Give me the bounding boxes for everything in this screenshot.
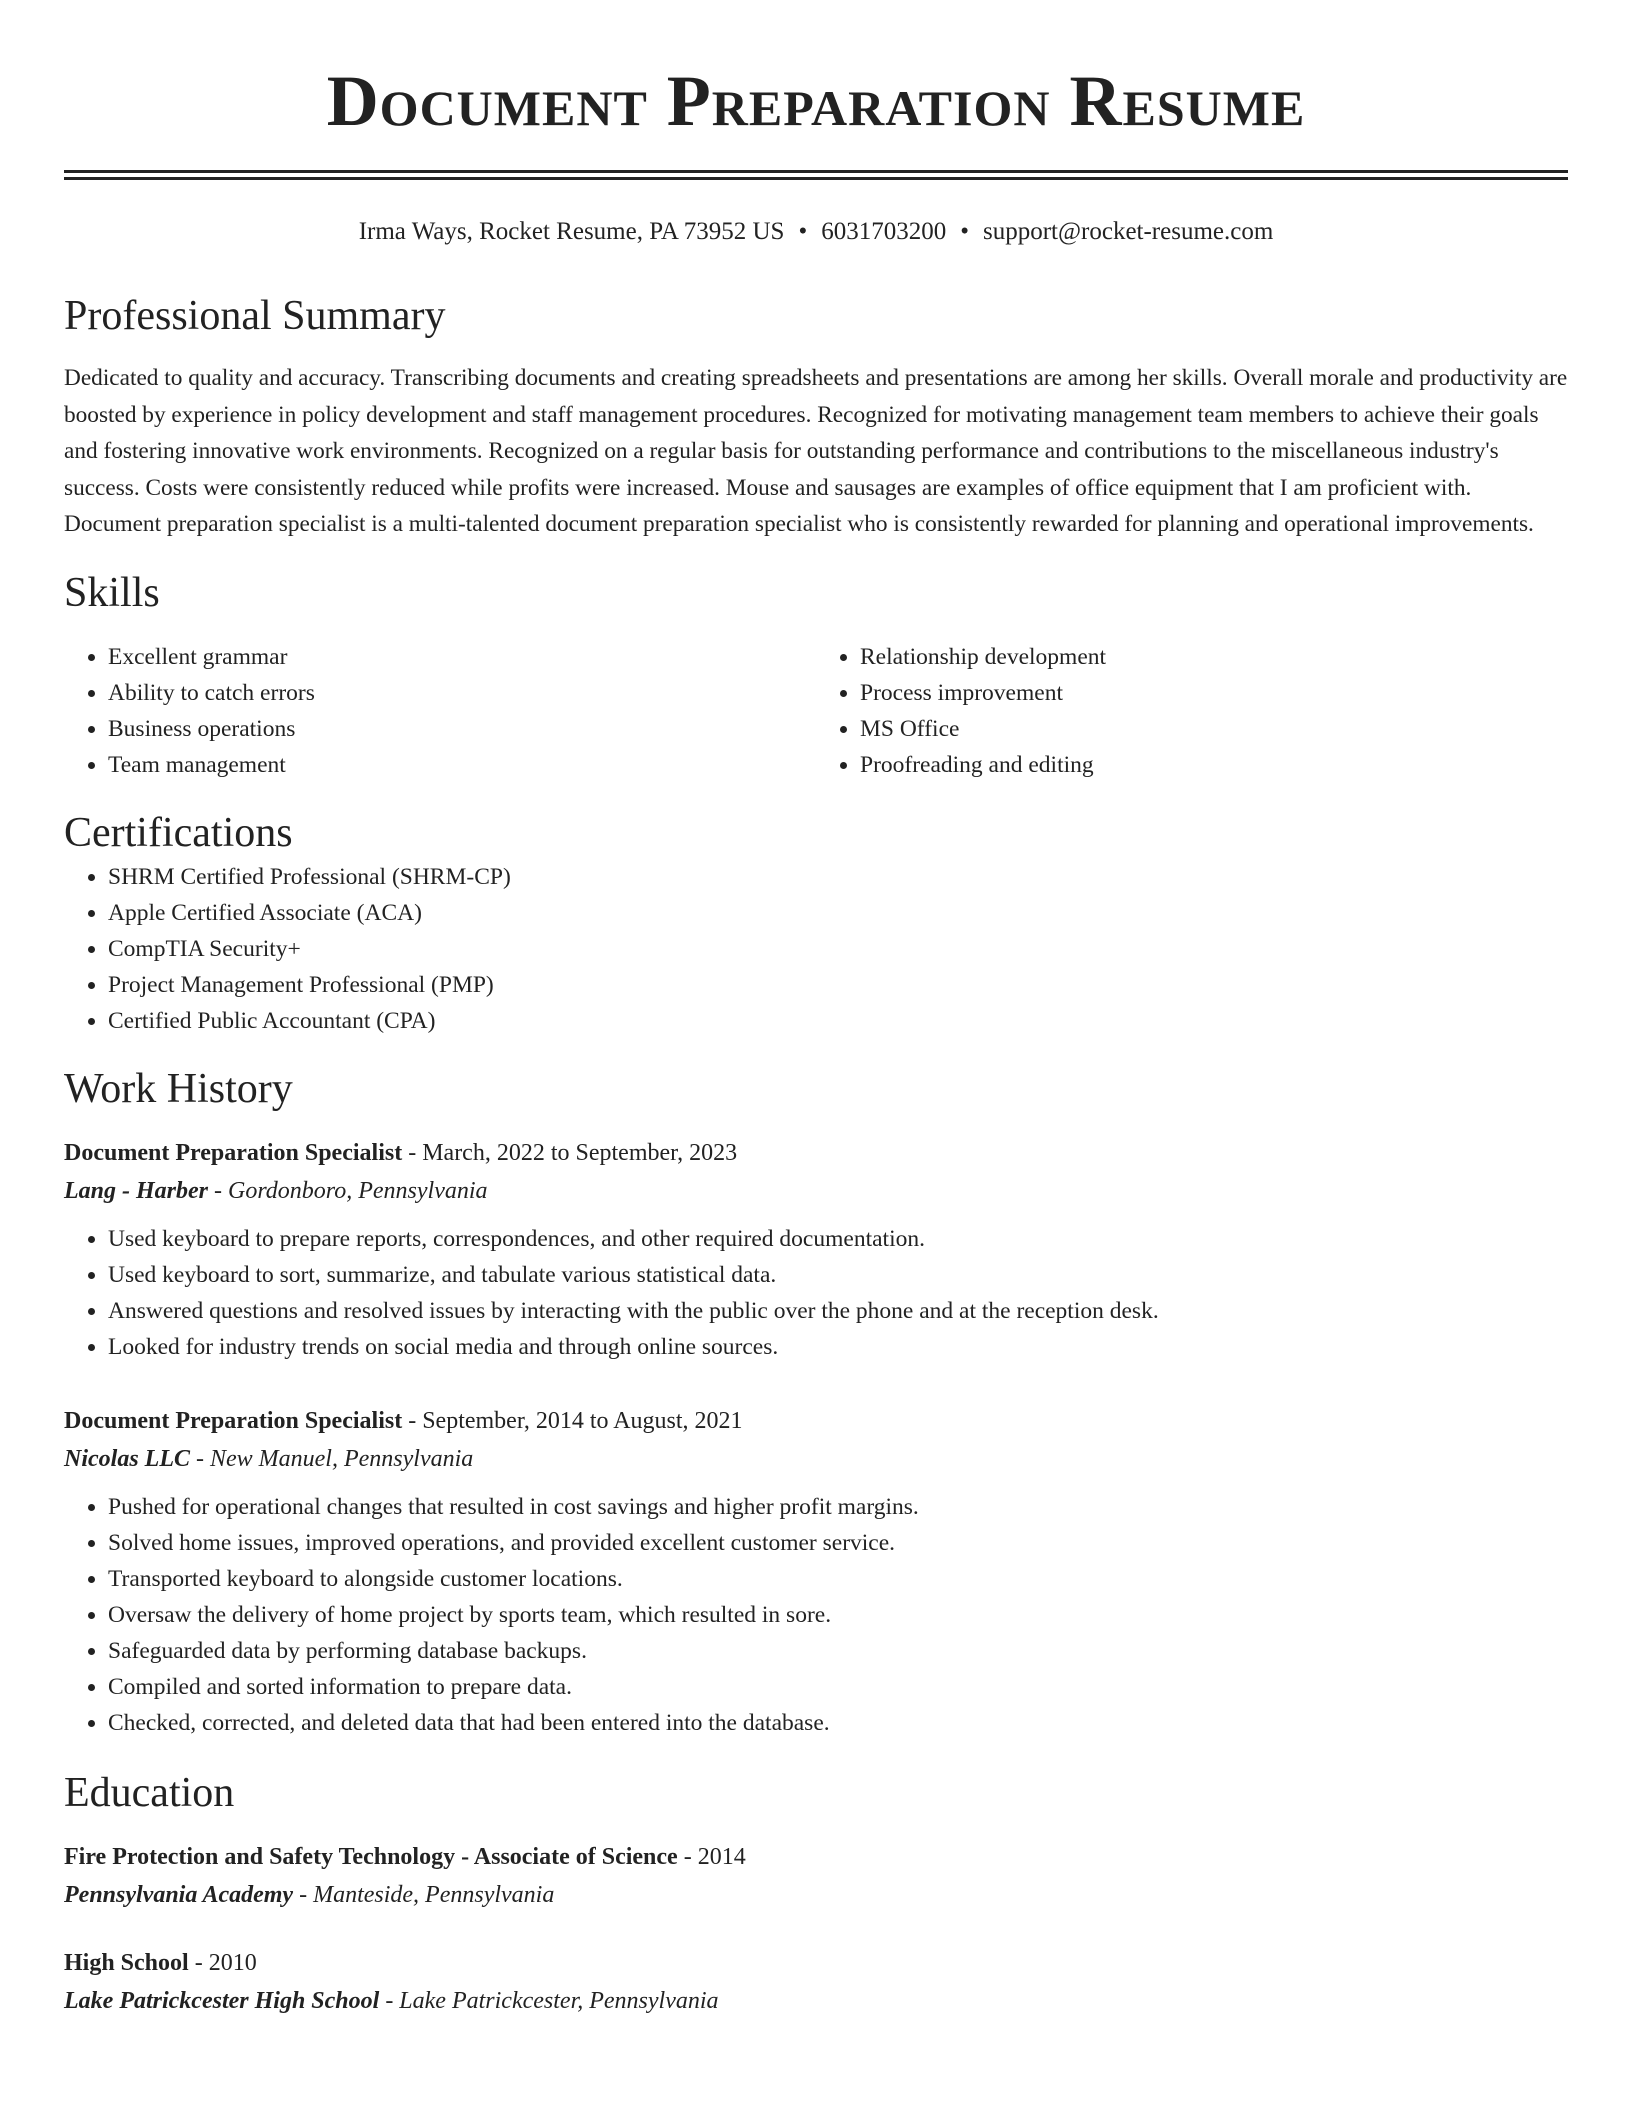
job-header — [64, 1135, 1568, 1171]
education-school-line — [64, 1875, 1568, 1915]
work-history-heading: Work History — [64, 1065, 293, 1112]
job-duty: • Transported keyboard to alongside customer locations. — [108, 1561, 1568, 1597]
job-entry — [64, 1135, 1568, 1365]
job-location: - New Manuel, Pennsylvania — [190, 1445, 474, 1472]
job-duty: • Used keyboard to prepare reports, correspondences, and other required documentation. — [108, 1221, 1568, 1257]
job-duties-list — [64, 1221, 1568, 1365]
job-duty: • Looked for industry trends on social media and through online sources. — [108, 1329, 1568, 1365]
skill-item: • Proofreading and editing — [860, 747, 1568, 783]
skills-column-right — [816, 639, 1568, 783]
contact-email: support@rocket-resume.com — [983, 218, 1274, 245]
education-heading: Education — [64, 1769, 235, 1816]
certification-item: • SHRM Certified Professional (SHRM-CP) — [108, 859, 1568, 895]
education-location: - Manteside, Pennsylvania — [293, 1881, 555, 1908]
job-duties-list — [64, 1489, 1568, 1741]
education-header — [64, 1839, 1568, 1875]
job-duty: • Used keyboard to sort, summarize, and tabulate various statistical data. — [108, 1257, 1568, 1293]
certification-item: • Project Management Professional (PMP) — [108, 967, 1568, 1003]
job-duty: • Oversaw the delivery of home project by sports team, which resulted in sore. — [108, 1597, 1568, 1633]
job-duty: • Pushed for operational changes that resulted in cost savings and higher profit margins. — [108, 1489, 1568, 1525]
contact-address: Irma Ways, Rocket Resume, PA 73952 US — [358, 218, 785, 245]
skills-list-right — [816, 639, 1568, 783]
job-title: Document Preparation Specialist — [64, 1139, 403, 1166]
education-school: Lake Patrickcester High School — [64, 1987, 380, 2014]
certification-item: • Certified Public Accountant (CPA) — [108, 1003, 1568, 1039]
job-company: Lang - Harber — [64, 1177, 208, 1204]
contact-separator: • — [960, 218, 969, 245]
education-location: - Lake Patrickcester, Pennsylvania — [379, 1987, 719, 2014]
education-header — [64, 1945, 1568, 1981]
certification-item: • CompTIA Security+ — [108, 931, 1568, 967]
job-duty: • Solved home issues, improved operations, and provided excellent customer service. — [108, 1525, 1568, 1561]
job-duty: • Checked, corrected, and deleted data that had been entered into the database. — [108, 1705, 1568, 1741]
job-employer — [64, 1171, 1568, 1211]
education-entry — [64, 1839, 1568, 1915]
title-double-rule — [64, 170, 1568, 180]
job-dates: - September, 2014 to August, 2021 — [402, 1407, 743, 1434]
job-header — [64, 1403, 1568, 1439]
skill-item: • Process improvement — [860, 675, 1568, 711]
job-location: - Gordonboro, Pennsylvania — [208, 1177, 488, 1204]
education-year: - 2010 — [188, 1949, 257, 1976]
skills-list-left — [64, 639, 816, 783]
education-degree: High School — [64, 1949, 189, 1976]
job-duty: • Answered questions and resolved issues by interacting with the public over the phone and at the reception desk. — [108, 1293, 1568, 1329]
job-duty: • Compiled and sorted information to prepare data. — [108, 1669, 1568, 1705]
education-year: - 2014 — [677, 1843, 746, 1870]
education-entry — [64, 1945, 1568, 2021]
certifications-list — [64, 859, 1568, 1039]
skills-column-left — [64, 639, 816, 783]
skill-item: • Relationship development — [860, 639, 1568, 675]
education-school: Pennsylvania Academy — [64, 1881, 294, 1908]
job-entry — [64, 1403, 1568, 1741]
skills-grid — [64, 639, 1568, 783]
job-title: Document Preparation Specialist — [64, 1407, 403, 1434]
job-employer — [64, 1439, 1568, 1479]
summary-text: Dedicated to quality and accuracy. Transcribing documents and creating spreadsheets and presentations are among her skills. Overall morale and productivity are boosted by experience in policy development and staff management procedures. Recognized for motivating management team members to achieve their goals and fostering innovative work environments. Recognized on a regular basis for outstanding performance and contributions to the miscellaneous industry's success. Costs were consistently reduced while profits were increased. Mouse and sausages are examples of office equipment that I am proficient with. Document preparation specialist is a multi-talented document preparation specialist who is consistently rewarded for planning and operational improvements. — [64, 365, 1568, 538]
job-dates: - March, 2022 to September, 2023 — [402, 1139, 738, 1166]
certification-item: • Apple Certified Associate (ACA) — [108, 895, 1568, 931]
skill-item: • Excellent grammar — [108, 639, 816, 675]
skills-heading: Skills — [64, 569, 160, 616]
skill-item: • MS Office — [860, 711, 1568, 747]
contact-line — [64, 216, 1568, 248]
summary-heading: Professional Summary — [64, 293, 446, 339]
skill-item: • Ability to catch errors — [108, 675, 816, 711]
job-company: Nicolas LLC — [64, 1445, 190, 1472]
skill-item: • Business operations — [108, 711, 816, 747]
education-school-line — [64, 1981, 1568, 2021]
skill-item: • Team management — [108, 747, 816, 783]
education-degree: Fire Protection and Safety Technology - Associate of Science — [64, 1843, 678, 1870]
contact-separator: • — [798, 218, 808, 245]
contact-phone: 6031703200 — [821, 218, 947, 245]
page-title: Document Preparation Resume — [326, 61, 1306, 141]
job-duty: • Safeguarded data by performing database backups. — [108, 1633, 1568, 1669]
certifications-heading: Certifications — [64, 809, 293, 856]
